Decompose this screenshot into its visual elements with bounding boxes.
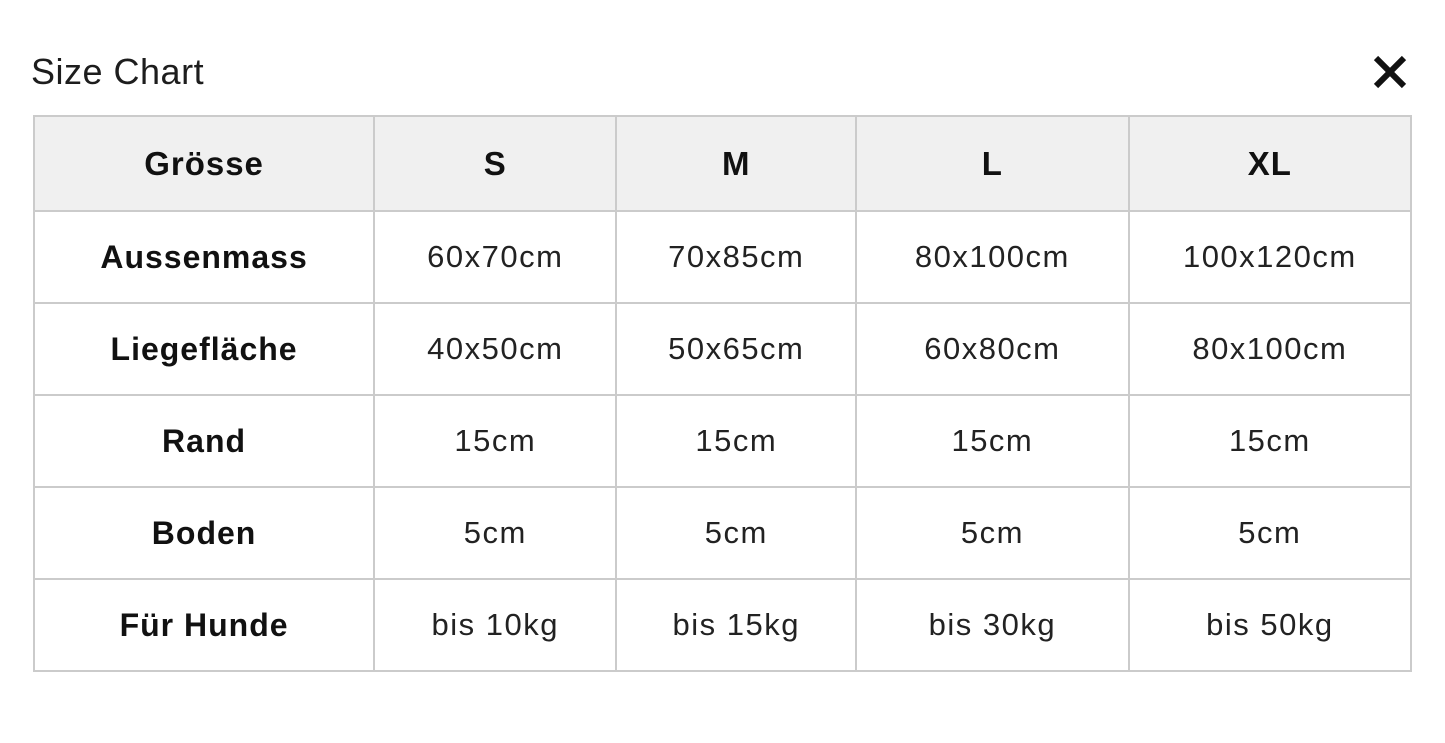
row-label: Rand [34, 395, 374, 487]
table-cell: 5cm [1129, 487, 1411, 579]
table-cell: 60x80cm [856, 303, 1129, 395]
row-label: Für Hunde [34, 579, 374, 671]
modal-header [0, 0, 1445, 108]
table-cell: 5cm [616, 487, 856, 579]
table-cell: bis 50kg [1129, 579, 1411, 671]
size-table-body [34, 211, 1411, 671]
table-cell: 100x120cm [1129, 211, 1411, 303]
column-header-label: Grösse [34, 116, 374, 211]
table-row [34, 579, 1411, 671]
table-cell: bis 30kg [856, 579, 1129, 671]
close-icon [1369, 51, 1411, 93]
size-table-head [34, 116, 1411, 211]
table-cell: 70x85cm [616, 211, 856, 303]
column-header-m: M [616, 116, 856, 211]
column-header-xl: XL [1129, 116, 1411, 211]
table-cell: 5cm [374, 487, 616, 579]
column-header-s: S [374, 116, 616, 211]
row-label: Aussenmass [34, 211, 374, 303]
table-cell: 60x70cm [374, 211, 616, 303]
table-cell: 15cm [616, 395, 856, 487]
column-header-l: L [856, 116, 1129, 211]
row-label: Boden [34, 487, 374, 579]
table-row [34, 395, 1411, 487]
table-cell: 15cm [1129, 395, 1411, 487]
row-label: Liegefläche [34, 303, 374, 395]
table-cell: 40x50cm [374, 303, 616, 395]
table-cell: 15cm [374, 395, 616, 487]
page-title: Size Chart [31, 51, 205, 92]
table-row [34, 303, 1411, 395]
size-chart-table [33, 115, 1412, 672]
table-cell: 80x100cm [1129, 303, 1411, 395]
table-row [34, 487, 1411, 579]
table-cell: bis 10kg [374, 579, 616, 671]
table-cell: 15cm [856, 395, 1129, 487]
table-cell: 80x100cm [856, 211, 1129, 303]
close-button[interactable] [1368, 50, 1412, 94]
table-cell: 5cm [856, 487, 1129, 579]
table-cell: bis 15kg [616, 579, 856, 671]
table-cell: 50x65cm [616, 303, 856, 395]
table-row [34, 211, 1411, 303]
size-table-header-row [34, 116, 1411, 211]
